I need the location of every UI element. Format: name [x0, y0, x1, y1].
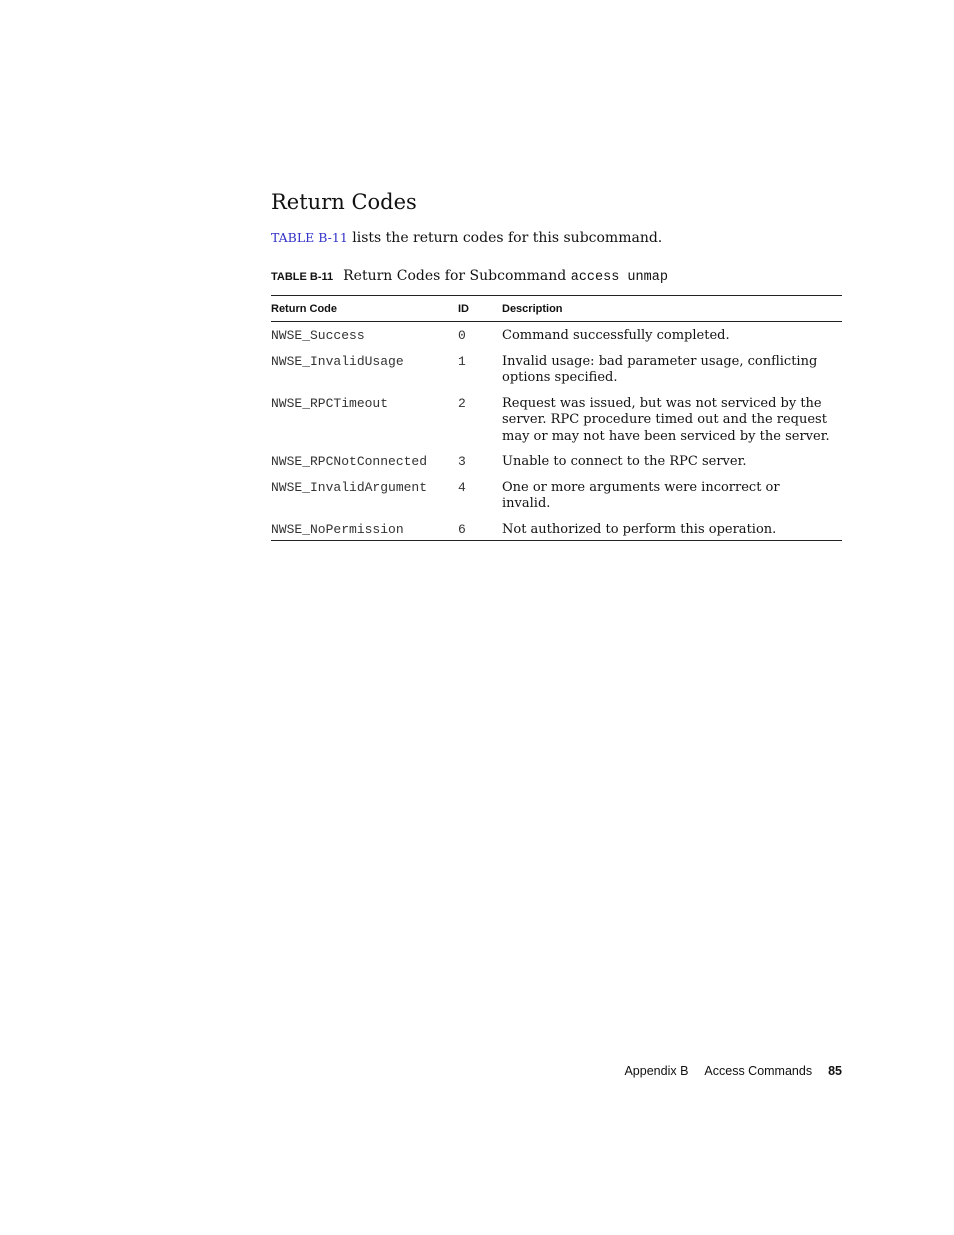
- return-code-cell: NWSE_Success: [271, 328, 365, 343]
- id-cell: 0: [458, 328, 466, 343]
- description-cell: Invalid usage: bad parameter usage, conflicting options specified.: [502, 353, 818, 385]
- header-return-code: Return Code: [271, 296, 458, 322]
- table-row: [271, 322, 842, 349]
- id-cell: 1: [458, 353, 466, 369]
- header-id: ID: [458, 296, 502, 322]
- description-cell: Command successfully completed.: [502, 328, 730, 343]
- table-row: [271, 475, 842, 517]
- intro-text: lists the return codes for this subcommand.: [347, 230, 663, 246]
- table-caption-label: TABLE B-11: [271, 271, 334, 283]
- header-description: Description: [502, 296, 842, 322]
- table-row: [271, 449, 842, 475]
- description-cell: One or more arguments were incorrect or invalid.: [502, 479, 780, 511]
- table-caption-code: access unmap: [570, 270, 668, 285]
- footer-appendix: Appendix B: [624, 1064, 689, 1078]
- table-caption: [271, 266, 668, 288]
- return-code-cell: NWSE_InvalidArgument: [271, 479, 428, 495]
- footer-chapter-title: Access Commands: [704, 1064, 813, 1078]
- id-cell: 3: [458, 454, 466, 469]
- return-code-cell: NWSE_RPCNotConnected: [271, 454, 428, 469]
- return-code-cell: NWSE_RPCTimeout: [271, 395, 389, 411]
- description-cell: Not authorized to perform this operation.: [502, 521, 777, 537]
- table-row: [271, 517, 842, 541]
- description-cell: Unable to connect to the RPC server.: [502, 454, 747, 469]
- intro-paragraph: [271, 228, 662, 248]
- id-cell: 4: [458, 479, 466, 495]
- section-title: Return Codes: [271, 190, 417, 214]
- return-codes-table: [271, 295, 842, 541]
- description-cell: Request was issued, but was not serviced by the server. RPC procedure timed out and the request may or may not have been serviced by the server.: [502, 395, 830, 444]
- footer-page-number: 85: [828, 1064, 842, 1078]
- return-code-cell: NWSE_NoPermission: [271, 521, 404, 537]
- id-cell: 2: [458, 395, 466, 411]
- return-code-cell: NWSE_InvalidUsage: [271, 353, 404, 369]
- table-header-row: [271, 296, 842, 322]
- page-footer: [624, 1063, 842, 1079]
- table-caption-text: Return Codes for Subcommand: [343, 268, 571, 284]
- table-row: [271, 391, 842, 450]
- id-cell: 6: [458, 521, 466, 537]
- table-row: [271, 349, 842, 391]
- table-cross-reference-link[interactable]: TABLE B-11: [271, 230, 348, 245]
